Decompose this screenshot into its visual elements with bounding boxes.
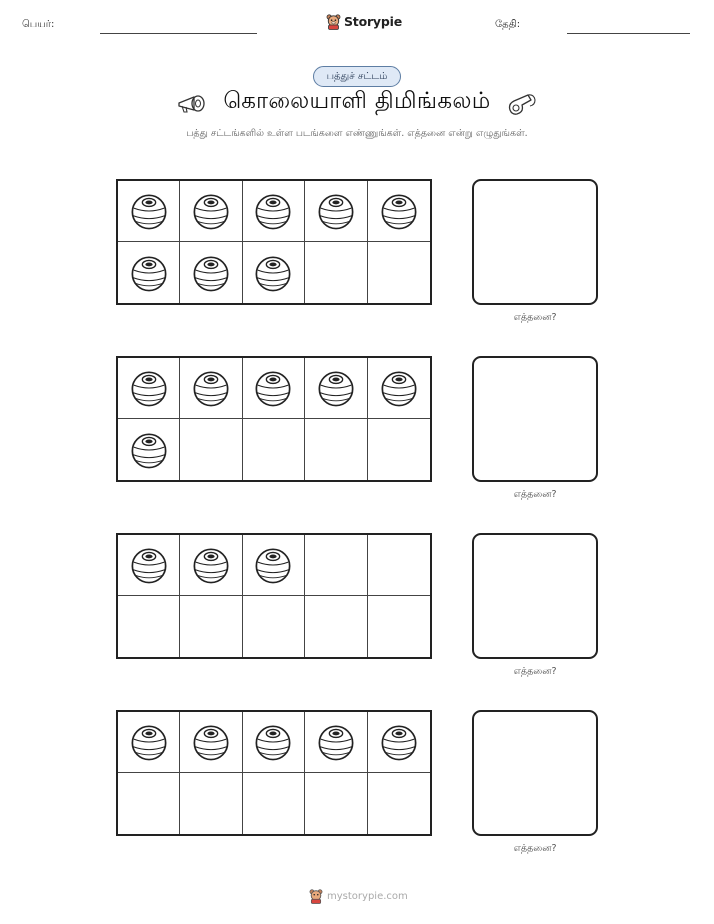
answer-box[interactable] — [472, 533, 598, 659]
ten-frame-cell — [368, 358, 430, 419]
bead-ball-icon — [317, 369, 355, 407]
ten-frame-cell — [368, 181, 430, 242]
ten-frame-cell — [305, 773, 367, 834]
ten-frame-cell — [180, 419, 242, 480]
bead-ball-icon — [254, 369, 292, 407]
ten-frame-cell — [118, 181, 180, 242]
name-label: பெயர்: — [22, 19, 55, 30]
ten-frame-cell — [305, 596, 367, 657]
ten-frame-cell — [118, 712, 180, 773]
bead-ball-icon — [254, 192, 292, 230]
date-label: தேதி: — [495, 19, 521, 30]
ten-frame-cell — [118, 358, 180, 419]
bead-ball-icon — [254, 254, 292, 292]
ten-frame — [116, 710, 432, 836]
storypie-bear-icon — [309, 888, 323, 904]
bead-ball-icon — [380, 369, 418, 407]
ten-frame-cell — [305, 242, 367, 303]
answer-box[interactable] — [472, 179, 598, 305]
storypie-logo — [326, 13, 402, 30]
bead-ball-icon — [130, 723, 168, 761]
brand-name: Storypie — [344, 14, 402, 29]
ten-frame-cell — [243, 181, 305, 242]
footer — [309, 888, 408, 904]
storypie-bear-icon — [326, 13, 341, 30]
ten-frame-cell — [368, 596, 430, 657]
ten-frame-cell — [368, 773, 430, 834]
ten-frame-cell — [118, 773, 180, 834]
bead-ball-icon — [192, 546, 230, 584]
ten-frame-cell — [243, 242, 305, 303]
bead-ball-icon — [192, 723, 230, 761]
ten-frame-cell — [180, 181, 242, 242]
bead-ball-icon — [130, 369, 168, 407]
ten-frame-cell — [243, 596, 305, 657]
ten-frame-cell — [180, 535, 242, 596]
how-many-prompt: எத்தனை? — [513, 489, 557, 500]
bead-ball-icon — [254, 546, 292, 584]
ten-frame-cell — [180, 712, 242, 773]
instruction-text: பத்து சட்டங்களில் உள்ள படங்களை எண்ணுங்கள். எத்தனை என்று எழுதுங்கள். — [186, 128, 528, 139]
ten-frame-cell — [368, 712, 430, 773]
ten-frame-cell — [305, 358, 367, 419]
ten-frame-cell — [243, 712, 305, 773]
ten-frame-cell — [180, 596, 242, 657]
ten-frame-cell — [243, 535, 305, 596]
bead-ball-icon — [380, 192, 418, 230]
ten-frame-cell — [180, 773, 242, 834]
ten-frame — [116, 356, 432, 482]
how-many-prompt: எத்தனை? — [513, 666, 557, 677]
ten-frame-cell — [118, 419, 180, 480]
date-field-line[interactable] — [567, 33, 690, 34]
how-many-prompt: எத்தனை? — [513, 312, 557, 323]
bead-ball-icon — [130, 254, 168, 292]
bead-ball-icon — [254, 723, 292, 761]
bead-ball-icon — [130, 546, 168, 584]
bead-ball-icon — [130, 192, 168, 230]
worksheet-title: கொலையாளி திமிங்கலம் — [223, 88, 491, 114]
bead-ball-icon — [192, 254, 230, 292]
bead-ball-icon — [317, 723, 355, 761]
bead-ball-icon — [380, 723, 418, 761]
ten-frame-cell — [118, 596, 180, 657]
ten-frame-cell — [305, 535, 367, 596]
name-field-line[interactable] — [100, 33, 257, 34]
ten-frame-cell — [368, 419, 430, 480]
ten-frame-cell — [118, 242, 180, 303]
ten-frame-cell — [180, 242, 242, 303]
ten-frame-cell — [118, 535, 180, 596]
bead-ball-icon — [192, 369, 230, 407]
ten-frame-cell — [368, 242, 430, 303]
ten-frame-cell — [305, 419, 367, 480]
ten-frame-cell — [243, 773, 305, 834]
bead-ball-icon — [317, 192, 355, 230]
answer-box[interactable] — [472, 356, 598, 482]
how-many-prompt: எத்தனை? — [513, 843, 557, 854]
worksheet-type-badge: பத்துச் சட்டம் — [313, 66, 401, 87]
ten-frame-cell — [305, 712, 367, 773]
ten-frame-cell — [180, 358, 242, 419]
ten-frame-cell — [305, 181, 367, 242]
answer-box[interactable] — [472, 710, 598, 836]
bead-ball-icon — [192, 192, 230, 230]
bead-ball-icon — [130, 431, 168, 469]
ten-frame-cell — [243, 358, 305, 419]
footer-url: mystorypie.com — [327, 890, 408, 902]
whistle-icon — [506, 92, 538, 118]
ten-frame — [116, 179, 432, 305]
ten-frame-cell — [243, 419, 305, 480]
ten-frame — [116, 533, 432, 659]
ten-frame-cell — [368, 535, 430, 596]
